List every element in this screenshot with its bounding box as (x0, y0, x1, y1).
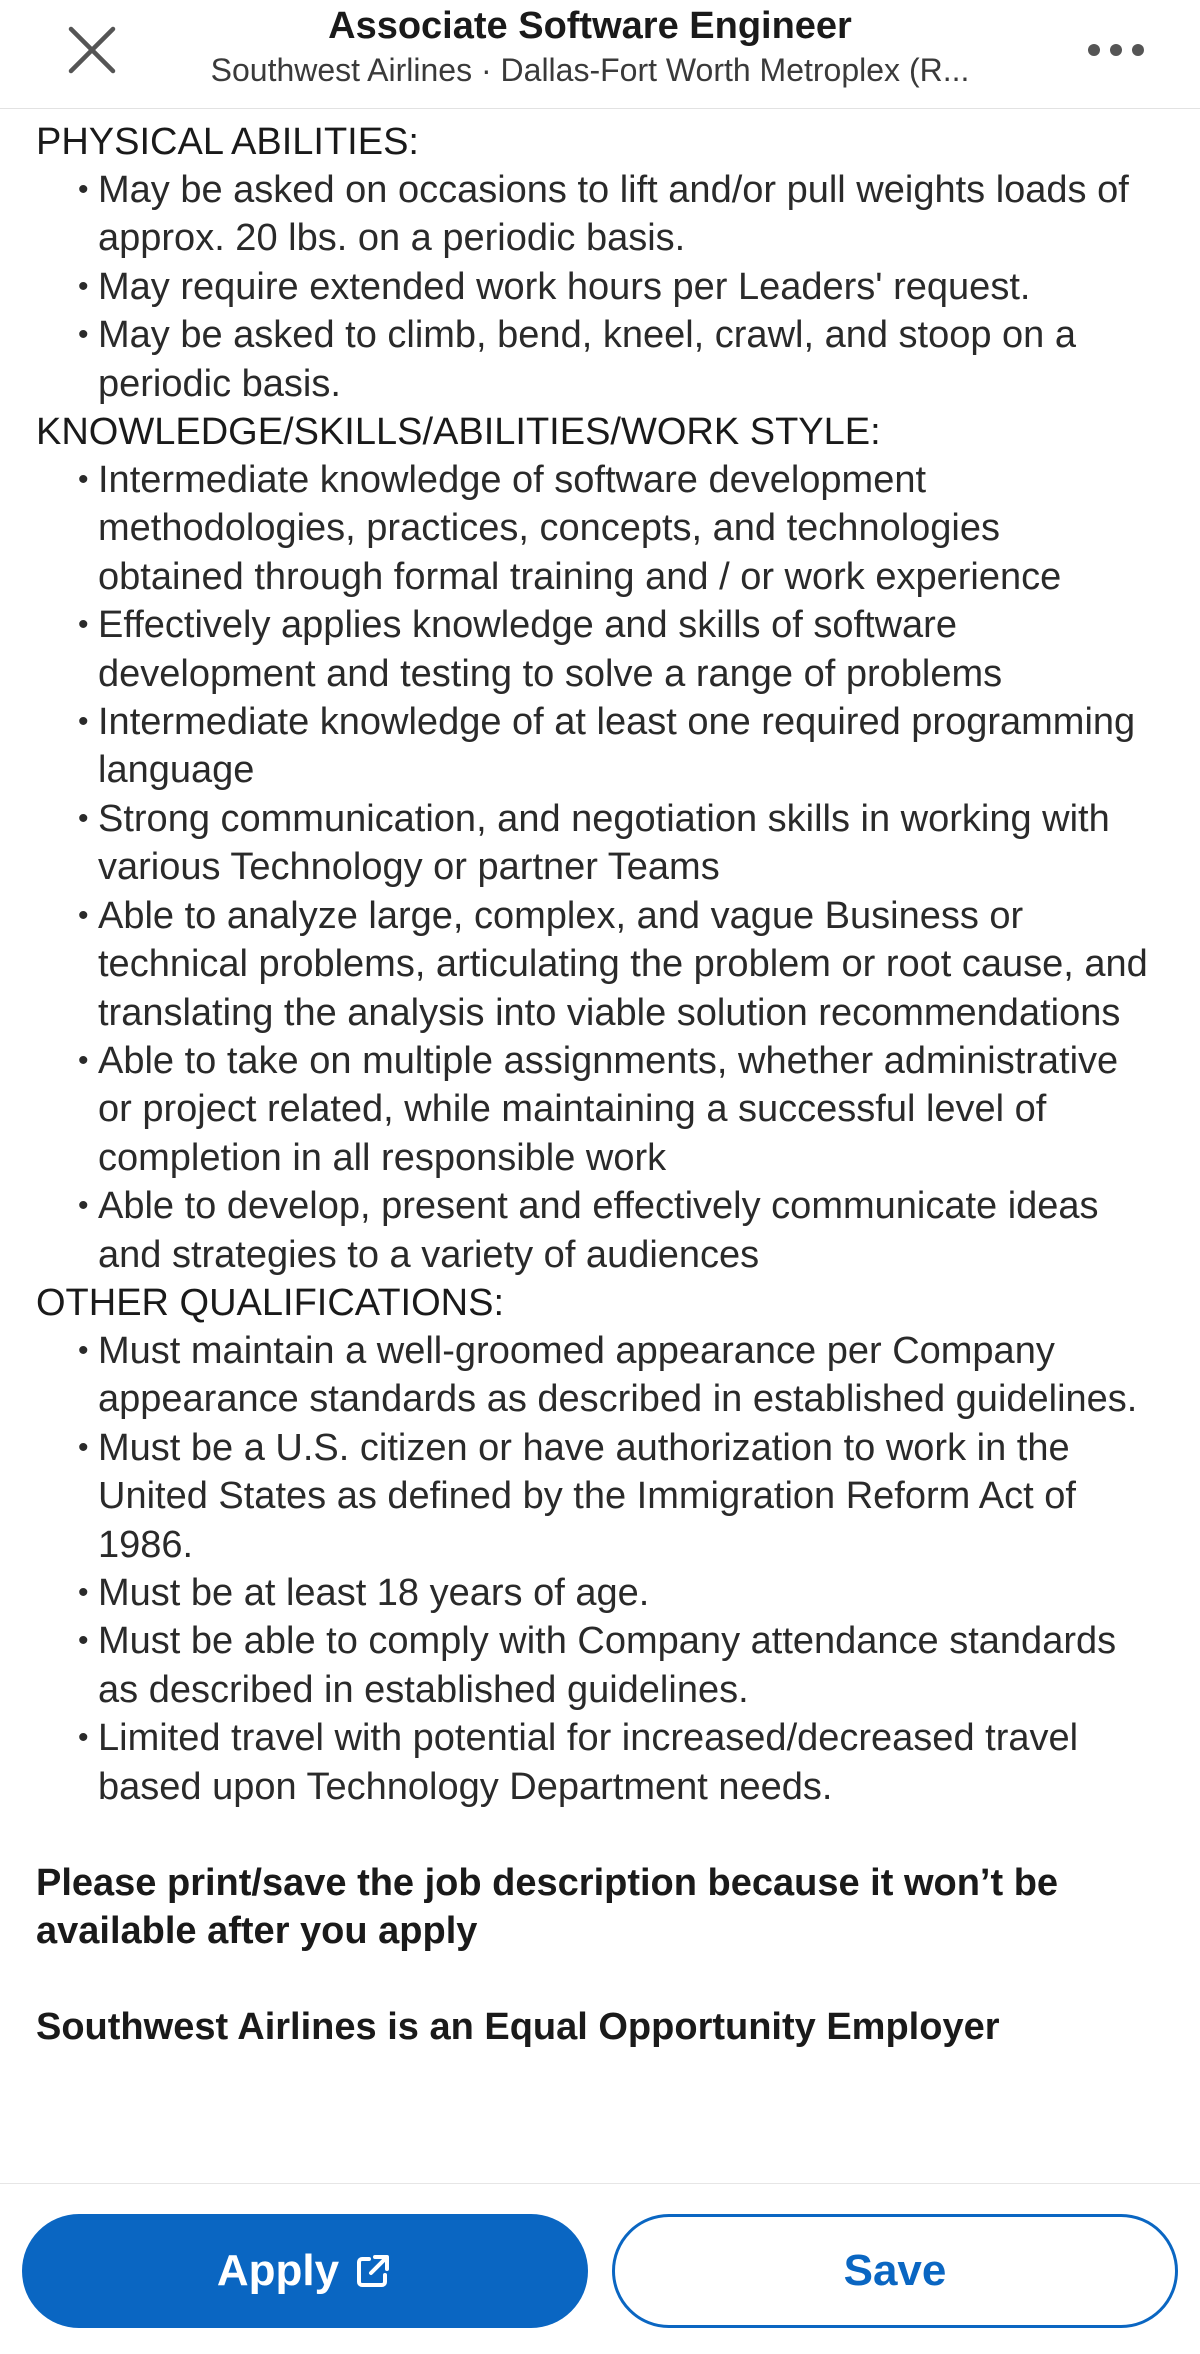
list-item-text: Intermediate knowledge of software development methodologies, practices, concepts, and technologies obtained through formal training and / or work experience (98, 459, 1062, 598)
bullet-icon: • (78, 801, 89, 835)
eeo-statement: Southwest Airlines is an Equal Opportunity Employer (36, 2006, 1000, 2048)
list-item (78, 166, 1164, 263)
save-button[interactable] (612, 2214, 1178, 2328)
bullet-list (36, 166, 1164, 408)
list-item-text: Effectively applies knowledge and skills of software development and testing to solve a range of problems (98, 604, 1003, 695)
list-item-text: Intermediate knowledge of at least one required programming language (98, 701, 1136, 792)
list-item (78, 1424, 1164, 1569)
list-item (78, 1569, 1164, 1617)
list-item-text: Must be at least 18 years of age. (98, 1571, 650, 1614)
list-item (78, 601, 1164, 698)
more-horizontal-icon (1084, 40, 1148, 60)
bullet-icon: • (78, 463, 89, 497)
apply-label: Apply (216, 2246, 340, 2295)
section-heading: PHYSICAL ABILITIES: (36, 121, 419, 163)
apply-button[interactable] (22, 2214, 588, 2328)
bullet-icon: • (78, 173, 89, 206)
action-bar (0, 2183, 1200, 2354)
close-button[interactable] (56, 14, 128, 86)
section-heading: KNOWLEDGE/SKILLS/ABILITIES/WORK STYLE: (36, 411, 881, 454)
bullet-icon: • (78, 318, 89, 352)
list-item-text: Must be a U.S. citizen or have authorization to work in the United States as defined by the Immigration Reform Act of 1986. (98, 1426, 1076, 1566)
external-link-icon (353, 2251, 393, 2291)
bullet-icon: • (78, 1333, 89, 1367)
job-description[interactable] (0, 108, 1200, 2183)
list-item-text: Must maintain a well-groomed appearance per Company appearance standards as described in established guidelines. (98, 1329, 1138, 1421)
bullet-icon: • (78, 1721, 89, 1755)
list-item-text: Must be able to comply with Company attendance standards as described in established guidelines. (98, 1620, 1117, 1711)
bullet-icon: • (78, 1043, 89, 1077)
job-description-body (0, 108, 1200, 2051)
list-item (78, 892, 1164, 1037)
more-options-button[interactable] (1076, 14, 1156, 86)
save-note: Please print/save the job description because it won’t be available after you apply (36, 1862, 1059, 1952)
bullet-icon: • (78, 1575, 89, 1609)
bullet-icon: • (78, 608, 89, 642)
job-title: Associate Software Engineer (328, 5, 852, 47)
list-item-text: Able to take on multiple assignments, whether administrative or project related, while maintaining a successful level of completion in all responsible work (98, 1039, 1119, 1179)
list-item-text: Strong communication, and negotiation skills in working with various Technology or partner Teams (98, 797, 1110, 889)
list-item (78, 1617, 1164, 1714)
list-item-text: May be asked to climb, bend, kneel, crawl, and stoop on a periodic basis. (98, 314, 1076, 405)
list-item (78, 456, 1164, 601)
list-item (78, 795, 1164, 892)
list-item-text: May be asked on occasions to lift and/or pull weights loads of approx. 20 lbs. on a periodic basis. (98, 169, 1129, 260)
list-item-text: Able to analyze large, complex, and vague Business or technical problems, articulating the problem or root cause, and translating the analysis into viable solution recommendations (98, 894, 1148, 1034)
list-item (78, 311, 1164, 408)
list-item (78, 1182, 1164, 1279)
list-item (78, 1714, 1164, 1811)
list-item-text: Able to develop, present and effectively communicate ideas and strategies to a variety of audiences (98, 1185, 1099, 1276)
top-bar (0, 0, 1200, 109)
bullet-icon: • (78, 705, 89, 739)
bullet-icon: • (78, 1430, 89, 1464)
bullet-list (36, 1327, 1164, 1811)
list-item-text: Limited travel with potential for increased/decreased travel based upon Technology Department needs. (98, 1717, 1079, 1808)
list-item (78, 1327, 1164, 1424)
list-item (78, 698, 1164, 795)
bullet-list (36, 456, 1164, 1279)
save-label: Save (843, 2246, 947, 2295)
job-subtitle: Southwest Airlines · Dallas-Fort Worth Metroplex (R... (210, 52, 970, 88)
close-icon (66, 24, 118, 76)
job-header (140, 0, 1040, 90)
section-heading: OTHER QUALIFICATIONS: (36, 1281, 505, 1324)
list-item (78, 1037, 1164, 1182)
bullet-icon: • (78, 898, 89, 932)
bullet-icon: • (78, 1189, 89, 1223)
list-item-text: May require extended work hours per Leaders' request. (98, 265, 1031, 308)
bullet-icon: • (78, 1624, 89, 1658)
list-item (78, 263, 1164, 311)
bullet-icon: • (78, 269, 89, 303)
